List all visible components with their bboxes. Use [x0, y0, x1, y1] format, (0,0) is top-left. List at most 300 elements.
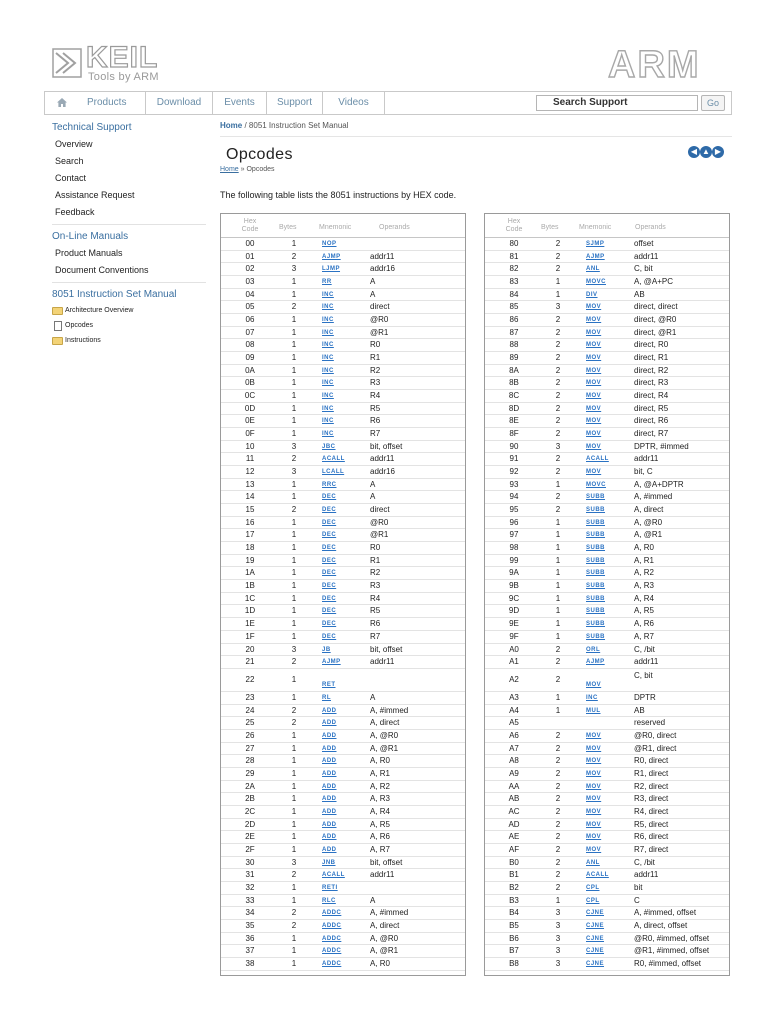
table-row	[221, 730, 465, 743]
mnemonic-link[interactable]: SUBB	[586, 507, 606, 514]
bytes-cell: 1	[291, 832, 297, 842]
operands-cell: R5	[370, 403, 381, 413]
page-title: Opcodes	[226, 146, 293, 163]
mnemonic-link[interactable]: CJNE	[586, 935, 605, 942]
hex-cell: B4	[509, 908, 519, 918]
hex-cell: 8B	[509, 378, 519, 388]
tree-item-instructions[interactable]	[52, 333, 206, 348]
hex-cell: 22	[245, 674, 255, 684]
table-row	[221, 869, 465, 882]
bytes-cell: 1	[291, 619, 297, 629]
mnemonic-link[interactable]: JBC	[322, 443, 336, 450]
bytes-cell: 1	[291, 794, 297, 804]
operands-cell: A, R3	[634, 581, 655, 591]
go-button[interactable]: Go	[701, 95, 725, 111]
table-body	[221, 238, 465, 971]
col-code-label: Code	[505, 226, 523, 233]
hex-cell: 8D	[508, 403, 520, 413]
table-row	[485, 644, 729, 657]
mnemonic-link[interactable]: SUBB	[586, 621, 606, 628]
table-row	[221, 314, 465, 327]
table-row	[221, 504, 465, 517]
hex-cell: 09	[245, 353, 255, 363]
bytes-cell: 1	[291, 674, 297, 684]
mnemonic-link[interactable]: LJMP	[322, 266, 341, 273]
bytes-cell: 1	[291, 882, 297, 892]
mnemonic-link[interactable]: RRC	[322, 481, 337, 488]
mnemonic-link[interactable]: MOV	[586, 304, 602, 311]
mnemonic-link[interactable]: MOV	[586, 758, 602, 765]
mnemonic-link[interactable]: ANL	[586, 266, 600, 273]
table-row	[221, 705, 465, 718]
mnemonic-link[interactable]: DEC	[322, 570, 337, 577]
tree-item-architecture-overview[interactable]	[52, 303, 206, 318]
hex-cell: 1C	[244, 593, 256, 603]
mnemonic-link[interactable]: MOV	[586, 808, 602, 815]
mnemonic-link[interactable]: ADD	[322, 821, 337, 828]
mnemonic-link[interactable]: RETI	[322, 884, 338, 891]
col-hex-label: Hex	[243, 218, 257, 225]
operands-cell: offset	[634, 239, 654, 248]
col-code-label: Code	[241, 226, 259, 233]
mnemonic-link[interactable]: INC	[322, 342, 334, 349]
mnemonic-link[interactable]: ACALL	[586, 456, 609, 463]
mnemonic-link[interactable]: ADD	[322, 783, 337, 790]
keil-logo[interactable]	[52, 41, 168, 84]
operands-cell: R2, direct	[634, 781, 669, 791]
mnemonic-link[interactable]: MOV	[586, 380, 602, 387]
mnemonic-link[interactable]: MOV	[586, 418, 602, 425]
mnemonic-link[interactable]: CJNE	[586, 910, 605, 917]
table-row	[221, 403, 465, 416]
bytes-cell: 3	[555, 302, 561, 312]
bytes-cell: 2	[555, 844, 561, 854]
mnemonic-link[interactable]: DEC	[322, 608, 337, 615]
mnemonic-link[interactable]: ACALL	[586, 872, 609, 879]
hex-cell: 03	[245, 277, 255, 287]
sidebar-title-technical-support[interactable]: Technical Support	[52, 122, 132, 133]
mnemonic-link[interactable]: MOV	[586, 846, 602, 853]
mnemonic-link[interactable]: MOV	[586, 367, 602, 374]
nav-events[interactable]: Events	[213, 92, 267, 114]
bytes-cell: 1	[555, 568, 561, 578]
operands-cell: A	[370, 492, 376, 502]
mnemonic-link[interactable]: ADDC	[322, 910, 342, 917]
sidebar-title-online-manuals[interactable]: On-Line Manuals	[52, 231, 129, 242]
mnemonic-link[interactable]: ADDC	[322, 922, 342, 929]
operands-cell: bit	[634, 882, 643, 892]
bytes-cell: 1	[291, 568, 297, 578]
operands-cell: @R1, direct	[634, 743, 677, 753]
table-row	[485, 933, 729, 946]
hex-cell: 01	[245, 251, 255, 261]
table-row	[221, 793, 465, 806]
mnemonic-link[interactable]: ADD	[322, 796, 337, 803]
mnemonic-link[interactable]: ACALL	[322, 456, 345, 463]
operands-cell: R7, direct	[634, 844, 669, 854]
table-row	[485, 656, 729, 669]
table-row	[221, 844, 465, 857]
bytes-cell: 1	[291, 895, 297, 905]
mnemonic-link[interactable]: RL	[322, 694, 331, 701]
table-row	[221, 743, 465, 756]
mnemonic-link[interactable]: SUBB	[586, 494, 606, 501]
table-row	[221, 755, 465, 768]
hex-cell: A1	[509, 657, 519, 667]
mnemonic-link[interactable]: ORL	[586, 646, 601, 653]
mnemonic-link[interactable]: MOV	[586, 796, 602, 803]
mnemonic-link[interactable]: INC	[322, 367, 334, 374]
table-row	[485, 542, 729, 555]
tree-item-opcodes[interactable]	[52, 318, 206, 333]
operands-cell: addr11	[634, 251, 659, 261]
mnemonic-link[interactable]: INC	[322, 380, 334, 387]
mnemonic-link[interactable]: INC	[322, 329, 334, 336]
operands-cell: A, @A+DPTR	[634, 479, 684, 489]
table-row	[221, 365, 465, 378]
bytes-cell: 1	[291, 756, 297, 766]
operands-cell: A, #immed, offset	[634, 908, 697, 918]
mnemonic-link[interactable]: INC	[322, 317, 334, 324]
mnemonic-link[interactable]: AJMP	[586, 253, 605, 260]
mnemonic-link[interactable]: ADD	[322, 808, 337, 815]
bytes-cell: 1	[555, 619, 561, 629]
keil-wordmark: KEIL	[86, 41, 159, 74]
nav-download[interactable]: Download	[146, 92, 213, 114]
hex-cell: 38	[245, 958, 255, 968]
operands-cell: A, R6	[370, 832, 391, 842]
table-row	[221, 895, 465, 908]
col-bytes: Bytes	[541, 224, 559, 231]
mnemonic-link[interactable]: CJNE	[586, 960, 605, 967]
nav-products[interactable]	[45, 92, 146, 114]
bytes-cell: 2	[291, 870, 297, 880]
hex-cell: 35	[245, 920, 255, 930]
operands-cell: direct, @R0	[634, 315, 677, 325]
sidebar-item-assistance-request[interactable]: Assistance Request	[55, 190, 135, 200]
sidebar-item-contact[interactable]: Contact	[55, 173, 87, 183]
operands-cell: direct, R0	[634, 340, 669, 350]
hex-cell: 32	[245, 882, 255, 892]
operands-cell: bit, offset	[370, 644, 403, 654]
bytes-cell: 1	[291, 353, 297, 363]
mnemonic-link[interactable]: MOV	[586, 431, 602, 438]
hex-cell: 8A	[509, 365, 519, 375]
breadcrumb	[220, 120, 732, 132]
table-row	[221, 542, 465, 555]
hex-cell: 85	[509, 302, 519, 312]
operands-cell: direct	[370, 505, 390, 515]
bytes-cell: 2	[291, 705, 297, 715]
mnemonic-link[interactable]: DEC	[322, 507, 337, 514]
mnemonic-link[interactable]: JNB	[322, 859, 336, 866]
sidebar-item-product-manuals[interactable]: Product Manuals	[55, 248, 123, 258]
bytes-cell: 1	[291, 844, 297, 854]
tree-label: Instructions	[65, 337, 101, 344]
mnemonic-link[interactable]: ADD	[322, 770, 337, 777]
table-row	[221, 390, 465, 403]
mnemonic-link[interactable]: MOV	[586, 317, 602, 324]
mnemonic-link[interactable]: ADD	[322, 707, 337, 714]
bytes-cell: 2	[555, 781, 561, 791]
mnemonic-link[interactable]: SUBB	[586, 532, 606, 539]
hex-cell: A6	[509, 730, 519, 740]
mnemonic-link[interactable]: MOV	[586, 342, 602, 349]
mnemonic-link[interactable]: MOV	[586, 821, 602, 828]
mnemonic-link[interactable]: MOVC	[586, 279, 606, 286]
sidebar-title-instruction-set[interactable]: 8051 Instruction Set Manual	[52, 289, 177, 300]
sidebar-item-overview[interactable]: Overview	[55, 139, 93, 149]
operands-cell: A, direct	[634, 505, 664, 515]
mnemonic-link[interactable]: INC	[322, 393, 334, 400]
operands-cell: A, @R1	[634, 530, 663, 540]
table-row	[221, 605, 465, 618]
hex-cell: 12	[245, 467, 255, 477]
mnemonic-link[interactable]: CJNE	[586, 948, 605, 955]
mnemonic-link[interactable]: ADD	[322, 834, 337, 841]
mnemonic-link[interactable]: SUBB	[586, 557, 606, 564]
table-row	[221, 276, 465, 289]
mnemonic-link[interactable]: ADD	[322, 758, 337, 765]
mnemonic-link[interactable]: RR	[322, 279, 332, 286]
mnemonic-link[interactable]: MOVC	[586, 481, 606, 488]
prev-page-icon[interactable]: ◀	[688, 146, 700, 158]
bytes-cell: 1	[555, 606, 561, 616]
mnemonic-link[interactable]: NOP	[322, 241, 337, 247]
bytes-cell: 2	[555, 644, 561, 654]
hex-cell: B3	[509, 895, 519, 905]
mnemonic-link[interactable]: INC	[586, 694, 598, 701]
bytes-cell: 2	[555, 882, 561, 892]
table-row	[485, 755, 729, 768]
next-page-icon[interactable]: ▶	[712, 146, 724, 158]
hex-cell: 1E	[245, 619, 255, 629]
table-row	[485, 567, 729, 580]
mnemonic-link[interactable]: CPL	[586, 897, 600, 904]
sub-breadcrumb-home-link[interactable]: Home	[220, 166, 239, 173]
bytes-cell: 3	[555, 920, 561, 930]
table-row	[221, 669, 465, 692]
mnemonic-link[interactable]: SJMP	[586, 241, 605, 247]
mnemonic-link[interactable]: AJMP	[586, 659, 605, 666]
operands-cell: R0, direct	[634, 756, 669, 766]
bytes-cell: 1	[555, 517, 561, 527]
mnemonic-link[interactable]: SUBB	[586, 583, 606, 590]
search-input[interactable]: Search Support	[536, 95, 698, 111]
hex-cell: 25	[245, 718, 255, 728]
mnemonic-link[interactable]: ADD	[322, 745, 337, 752]
table-row	[221, 301, 465, 314]
hex-cell: 84	[509, 289, 519, 299]
breadcrumb-home-link[interactable]: Home	[220, 121, 243, 130]
operands-cell: @R1	[370, 327, 389, 337]
mnemonic-link[interactable]: DEC	[322, 595, 337, 602]
mnemonic-link[interactable]: MOV	[586, 681, 602, 688]
mnemonic-link[interactable]: SUBB	[586, 595, 606, 602]
breadcrumb-divider	[220, 136, 732, 137]
table-row	[221, 238, 465, 251]
mnemonic-link[interactable]: DEC	[322, 621, 337, 628]
hex-cell: 0C	[244, 391, 256, 401]
mnemonic-link[interactable]: MUL	[586, 707, 601, 714]
hex-cell: 91	[509, 454, 519, 464]
operands-cell: A, @R0	[370, 933, 399, 943]
mnemonic-link[interactable]: MOV	[586, 732, 602, 739]
hex-cell: A3	[509, 692, 519, 702]
mnemonic-link[interactable]: LCALL	[322, 469, 345, 476]
mnemonic-link[interactable]: INC	[322, 291, 334, 298]
hex-cell: 2D	[244, 819, 256, 829]
mnemonic-link[interactable]: DIV	[586, 291, 598, 298]
col-hex-code	[235, 218, 265, 234]
sidebar-item-feedback[interactable]: Feedback	[55, 207, 95, 217]
table-row	[485, 743, 729, 756]
mnemonic-link[interactable]: INC	[322, 431, 334, 438]
nav-support[interactable]: Support	[267, 92, 323, 114]
mnemonic-link[interactable]: DEC	[322, 494, 337, 501]
mnemonic-link[interactable]: MOV	[586, 329, 602, 336]
mnemonic-link[interactable]: JB	[322, 646, 331, 653]
bytes-cell: 1	[291, 730, 297, 740]
operands-cell: direct, R7	[634, 429, 669, 439]
mnemonic-link[interactable]: DEC	[322, 545, 337, 552]
hex-cell: AD	[508, 819, 520, 829]
table-row	[485, 580, 729, 593]
opcode-table-left	[220, 213, 466, 976]
mnemonic-link[interactable]: DEC	[322, 633, 337, 640]
mnemonic-link[interactable]: INC	[322, 355, 334, 362]
table-row	[485, 631, 729, 644]
mnemonic-link[interactable]: MOV	[586, 745, 602, 752]
bytes-cell: 2	[555, 239, 561, 248]
operands-cell: direct, @R1	[634, 327, 677, 337]
sidebar-item-document-conventions[interactable]: Document Conventions	[55, 265, 149, 275]
mnemonic-link[interactable]: DEC	[322, 583, 337, 590]
sidebar-divider	[52, 224, 206, 225]
sidebar-divider	[52, 282, 206, 283]
mnemonic-link[interactable]: SUBB	[586, 545, 606, 552]
table-header	[221, 214, 465, 238]
up-page-icon[interactable]: ▲	[700, 146, 712, 158]
mnemonic-link[interactable]: INC	[322, 418, 334, 425]
mnemonic-link[interactable]: RLC	[322, 897, 336, 904]
operands-cell: A, #immed	[370, 705, 409, 715]
bytes-cell: 2	[555, 505, 561, 515]
mnemonic-link[interactable]: ADDC	[322, 960, 342, 967]
mnemonic-link[interactable]: MOV	[586, 469, 602, 476]
hex-cell: 33	[245, 895, 255, 905]
mnemonic-link[interactable]: AJMP	[322, 253, 341, 260]
operands-cell: A, R3	[370, 794, 391, 804]
bytes-cell: 1	[291, 378, 297, 388]
mnemonic-link[interactable]: MOV	[586, 393, 602, 400]
operands-cell: @R0, direct	[634, 730, 677, 740]
mnemonic-link[interactable]: MOV	[586, 355, 602, 362]
mnemonic-link[interactable]: MOV	[586, 770, 602, 777]
bytes-cell: 3	[555, 933, 561, 943]
mnemonic-link[interactable]: SUBB	[586, 633, 606, 640]
mnemonic-link[interactable]: SUBB	[586, 519, 606, 526]
mnemonic-link[interactable]: CPL	[586, 884, 600, 891]
site-header	[0, 0, 768, 92]
hex-cell: 95	[509, 505, 519, 515]
mnemonic-link[interactable]: ADD	[322, 846, 337, 853]
table-row	[485, 882, 729, 895]
operands-cell: A, R7	[370, 844, 391, 854]
hex-cell: B0	[509, 857, 519, 867]
hex-cell: B2	[509, 882, 519, 892]
mnemonic-link[interactable]: ADDC	[322, 948, 342, 955]
operands-cell: A	[370, 289, 376, 299]
sidebar-item-search[interactable]: Search	[55, 156, 84, 166]
table-row	[221, 251, 465, 264]
mnemonic-link[interactable]: DEC	[322, 519, 337, 526]
hex-cell: B8	[509, 958, 519, 968]
bytes-cell: 1	[291, 416, 297, 426]
mnemonic-link[interactable]: RET	[322, 681, 336, 688]
mnemonic-link[interactable]: SUBB	[586, 570, 606, 577]
hex-cell: 8C	[508, 391, 520, 401]
mnemonic-link[interactable]: MOV	[586, 405, 602, 412]
operands-cell: direct, R2	[634, 365, 669, 375]
operands-cell: A, #immed	[370, 908, 409, 918]
operands-cell: direct, R4	[634, 391, 669, 401]
hex-cell: 00	[245, 239, 255, 248]
mnemonic-link[interactable]: CJNE	[586, 922, 605, 929]
bytes-cell: 1	[291, 692, 297, 702]
table-row	[221, 717, 465, 730]
mnemonic-link[interactable]: AJMP	[322, 659, 341, 666]
bytes-cell: 1	[291, 403, 297, 413]
mnemonic-link[interactable]: MOV	[586, 443, 602, 450]
main-nav	[44, 91, 732, 115]
operands-cell: R1	[370, 353, 381, 363]
mnemonic-link[interactable]: MOV	[586, 783, 602, 790]
bytes-cell: 2	[555, 870, 561, 880]
table-row	[221, 529, 465, 542]
table-row	[485, 352, 729, 365]
bytes-cell: 2	[555, 794, 561, 804]
operands-cell: A, R4	[370, 806, 391, 816]
table-row	[221, 907, 465, 920]
operands-cell: addr16	[370, 264, 395, 274]
mnemonic-link[interactable]: SUBB	[586, 608, 606, 615]
mnemonic-link[interactable]: INC	[322, 405, 334, 412]
mnemonic-link[interactable]: ANL	[586, 859, 600, 866]
mnemonic-link[interactable]: DEC	[322, 532, 337, 539]
table-row	[485, 895, 729, 908]
mnemonic-link[interactable]: ADD	[322, 720, 337, 727]
hex-cell: A2	[509, 674, 519, 684]
mnemonic-link[interactable]: ADDC	[322, 935, 342, 942]
mnemonic-link[interactable]: MOV	[586, 834, 602, 841]
mnemonic-link[interactable]: DEC	[322, 557, 337, 564]
hex-cell: 2A	[245, 781, 255, 791]
table-row	[221, 631, 465, 644]
table-row	[485, 327, 729, 340]
mnemonic-link[interactable]: INC	[322, 304, 334, 311]
table-row	[221, 491, 465, 504]
mnemonic-link[interactable]: ACALL	[322, 872, 345, 879]
hex-cell: 07	[245, 327, 255, 337]
arm-logo[interactable]: ARM	[608, 44, 701, 86]
nav-videos[interactable]: Videos	[323, 92, 385, 114]
operands-cell: A, R1	[634, 555, 655, 565]
table-row	[485, 238, 729, 251]
mnemonic-link[interactable]: ADD	[322, 732, 337, 739]
bytes-cell: 1	[291, 946, 297, 956]
opcode-table-right	[484, 213, 730, 976]
